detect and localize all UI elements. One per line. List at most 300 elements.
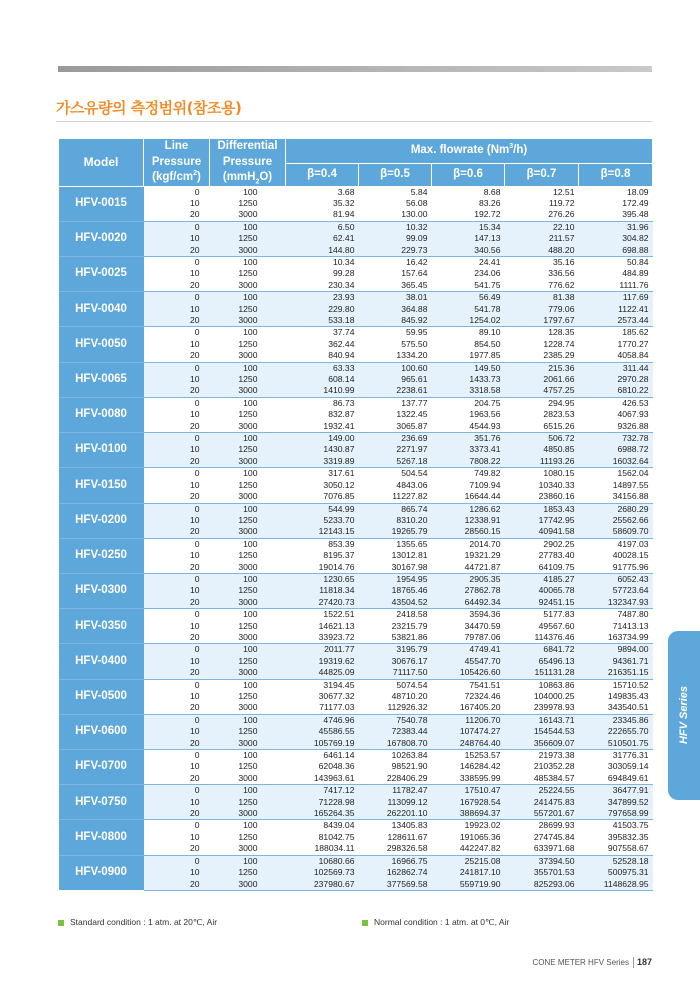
table-row bbox=[59, 750, 653, 762]
flow-beta-0.7-cell: 2061.66 bbox=[505, 374, 579, 385]
table-row bbox=[59, 820, 653, 832]
flow-beta-0.8-cell: 1148628.95 bbox=[579, 879, 653, 891]
flow-beta-0.4-cell: 165264.35 bbox=[286, 808, 359, 820]
line-pressure-cell: 20 bbox=[144, 456, 210, 468]
flow-beta-0.7-cell: 294.95 bbox=[505, 397, 579, 409]
flow-beta-0.5-cell: 1954.95 bbox=[359, 573, 432, 585]
standard-condition-note: Standard condition : 1 atm. at 20℃, Air bbox=[58, 917, 217, 928]
line-pressure-cell: 0 bbox=[144, 820, 210, 832]
flow-beta-0.7-cell: 37394.50 bbox=[505, 855, 579, 867]
line-pressure-cell: 0 bbox=[144, 433, 210, 445]
flow-beta-0.6-cell: 15253.57 bbox=[432, 750, 505, 762]
flow-beta-0.6-cell: 1286.62 bbox=[432, 503, 505, 515]
flow-beta-0.5-cell: 167808.70 bbox=[359, 738, 432, 750]
flow-beta-0.6-cell: 191065.36 bbox=[432, 832, 505, 843]
flow-beta-0.6-cell: 89.10 bbox=[432, 327, 505, 339]
line-pressure-cell: 10 bbox=[144, 832, 210, 843]
diff-pressure-cell: 1250 bbox=[210, 867, 286, 878]
diff-pressure-cell: 100 bbox=[210, 538, 286, 550]
flow-beta-0.4-cell: 143963.61 bbox=[286, 773, 359, 785]
flow-beta-0.7-cell: 28699.93 bbox=[505, 820, 579, 832]
flow-beta-0.5-cell: 228406.29 bbox=[359, 773, 432, 785]
diff-pressure-cell: 3000 bbox=[210, 597, 286, 609]
flow-beta-0.8-cell: 9326.88 bbox=[579, 421, 653, 433]
flow-beta-0.7-cell: 151131.28 bbox=[505, 667, 579, 679]
flow-beta-0.5-cell: 5267.18 bbox=[359, 456, 432, 468]
table-row bbox=[59, 597, 653, 609]
flow-beta-0.4-cell: 6461.14 bbox=[286, 750, 359, 762]
flow-beta-0.6-cell: 28560.15 bbox=[432, 526, 505, 538]
model-name: HFV-0900 bbox=[59, 855, 144, 890]
flow-beta-0.5-cell: 4843.06 bbox=[359, 480, 432, 491]
green-bullet-icon bbox=[362, 920, 368, 926]
top-decorative-bar bbox=[58, 66, 652, 72]
header-beta-0.7: β=0.7 bbox=[505, 163, 579, 186]
flow-beta-0.8-cell: 2573.44 bbox=[579, 315, 653, 327]
flow-beta-0.6-cell: 45547.70 bbox=[432, 656, 505, 667]
flow-beta-0.8-cell: 15710.52 bbox=[579, 679, 653, 691]
line-pressure-cell: 20 bbox=[144, 245, 210, 257]
side-tab-label: HFV Series bbox=[678, 685, 690, 745]
flow-beta-0.5-cell: 10263.84 bbox=[359, 750, 432, 762]
flow-beta-0.5-cell: 18765.46 bbox=[359, 585, 432, 596]
table-row bbox=[59, 480, 653, 491]
diff-pressure-cell: 1250 bbox=[210, 797, 286, 808]
flow-beta-0.8-cell: 1562.04 bbox=[579, 468, 653, 480]
flow-beta-0.7-cell: 2823.53 bbox=[505, 409, 579, 420]
flow-beta-0.5-cell: 298326.58 bbox=[359, 843, 432, 855]
flow-beta-0.6-cell: 3373.41 bbox=[432, 444, 505, 455]
flow-beta-0.4-cell: 832.87 bbox=[286, 409, 359, 420]
diff-pressure-cell: 100 bbox=[210, 503, 286, 515]
table-row bbox=[59, 667, 653, 679]
diff-pressure-cell: 100 bbox=[210, 714, 286, 726]
flow-beta-0.4-cell: 45586.55 bbox=[286, 726, 359, 737]
flow-beta-0.4-cell: 5233.70 bbox=[286, 515, 359, 526]
flow-beta-0.8-cell: 132347.93 bbox=[579, 597, 653, 609]
flow-beta-0.8-cell: 698.88 bbox=[579, 245, 653, 257]
flow-beta-0.5-cell: 262201.10 bbox=[359, 808, 432, 820]
flow-beta-0.4-cell: 7417.12 bbox=[286, 785, 359, 797]
flow-beta-0.8-cell: 31.96 bbox=[579, 221, 653, 233]
flow-beta-0.6-cell: 79787.06 bbox=[432, 632, 505, 644]
flow-beta-0.5-cell: 56.08 bbox=[359, 198, 432, 209]
flow-beta-0.5-cell: 364.88 bbox=[359, 304, 432, 315]
line-pressure-cell: 0 bbox=[144, 750, 210, 762]
table-row bbox=[59, 350, 653, 362]
table-row bbox=[59, 785, 653, 797]
flow-beta-0.8-cell: 694849.61 bbox=[579, 773, 653, 785]
diff-pressure-cell: 1250 bbox=[210, 339, 286, 350]
flow-beta-0.5-cell: 19265.79 bbox=[359, 526, 432, 538]
diff-pressure-cell: 3000 bbox=[210, 843, 286, 855]
diff-pressure-cell: 100 bbox=[210, 256, 286, 268]
flow-beta-0.7-cell: 2902.25 bbox=[505, 538, 579, 550]
flow-beta-0.4-cell: 10.34 bbox=[286, 256, 359, 268]
diff-pressure-cell: 3000 bbox=[210, 773, 286, 785]
model-name: HFV-0015 bbox=[59, 186, 144, 221]
flow-beta-0.7-cell: 49567.60 bbox=[505, 621, 579, 632]
table-row bbox=[59, 444, 653, 455]
flow-beta-0.7-cell: 12.51 bbox=[505, 186, 579, 198]
flow-beta-0.4-cell: 35.32 bbox=[286, 198, 359, 209]
diff-pressure-cell: 3000 bbox=[210, 315, 286, 327]
flow-beta-0.8-cell: 2970.28 bbox=[579, 374, 653, 385]
line-pressure-cell: 20 bbox=[144, 315, 210, 327]
diff-pressure-cell: 3000 bbox=[210, 808, 286, 820]
flow-beta-0.8-cell: 163734.99 bbox=[579, 632, 653, 644]
table-row bbox=[59, 879, 653, 891]
diff-pressure-cell: 3000 bbox=[210, 280, 286, 292]
diff-pressure-cell: 3000 bbox=[210, 421, 286, 433]
flow-beta-0.4-cell: 230.34 bbox=[286, 280, 359, 292]
flow-beta-0.6-cell: 12338.91 bbox=[432, 515, 505, 526]
flow-beta-0.7-cell: 10863.86 bbox=[505, 679, 579, 691]
header-beta-0.5: β=0.5 bbox=[359, 163, 432, 186]
diff-pressure-cell: 3000 bbox=[210, 702, 286, 714]
table-row bbox=[59, 855, 653, 867]
flow-beta-0.4-cell: 33923.72 bbox=[286, 632, 359, 644]
header-beta-0.4: β=0.4 bbox=[286, 163, 359, 186]
flow-beta-0.4-cell: 188034.11 bbox=[286, 843, 359, 855]
diff-pressure-cell: 1250 bbox=[210, 550, 286, 561]
header-model: Model bbox=[59, 139, 144, 187]
flow-beta-0.7-cell: 27783.40 bbox=[505, 550, 579, 561]
line-pressure-cell: 10 bbox=[144, 339, 210, 350]
flow-beta-0.7-cell: 40941.58 bbox=[505, 526, 579, 538]
flow-beta-0.8-cell: 4058.84 bbox=[579, 350, 653, 362]
line-pressure-cell: 0 bbox=[144, 679, 210, 691]
flow-beta-0.7-cell: 779.06 bbox=[505, 304, 579, 315]
flow-beta-0.7-cell: 776.62 bbox=[505, 280, 579, 292]
model-name: HFV-0065 bbox=[59, 362, 144, 397]
flow-beta-0.5-cell: 5074.54 bbox=[359, 679, 432, 691]
line-pressure-cell: 20 bbox=[144, 879, 210, 891]
flow-beta-0.4-cell: 8439.04 bbox=[286, 820, 359, 832]
table-row bbox=[59, 491, 653, 503]
table-row bbox=[59, 843, 653, 855]
flow-beta-0.6-cell: 11206.70 bbox=[432, 714, 505, 726]
line-pressure-cell: 0 bbox=[144, 256, 210, 268]
diff-pressure-cell: 100 bbox=[210, 785, 286, 797]
flow-beta-0.8-cell: 34156.88 bbox=[579, 491, 653, 503]
diff-pressure-cell: 1250 bbox=[210, 761, 286, 772]
flow-beta-0.4-cell: 105769.19 bbox=[286, 738, 359, 750]
diff-pressure-cell: 1250 bbox=[210, 304, 286, 315]
flow-beta-0.8-cell: 52528.18 bbox=[579, 855, 653, 867]
flow-beta-0.8-cell: 6052.43 bbox=[579, 573, 653, 585]
flow-beta-0.7-cell: 6841.72 bbox=[505, 644, 579, 656]
flow-beta-0.8-cell: 1122.41 bbox=[579, 304, 653, 315]
flow-beta-0.6-cell: 146284.42 bbox=[432, 761, 505, 772]
flow-beta-0.6-cell: 167928.54 bbox=[432, 797, 505, 808]
flow-beta-0.4-cell: 10680.66 bbox=[286, 855, 359, 867]
table-row bbox=[59, 304, 653, 315]
table-row bbox=[59, 315, 653, 327]
flow-beta-0.7-cell: 1228.74 bbox=[505, 339, 579, 350]
line-pressure-cell: 10 bbox=[144, 515, 210, 526]
line-pressure-cell: 20 bbox=[144, 491, 210, 503]
flow-beta-0.4-cell: 317.61 bbox=[286, 468, 359, 480]
table-row bbox=[59, 421, 653, 433]
table-row bbox=[59, 702, 653, 714]
flow-beta-0.6-cell: 7808.22 bbox=[432, 456, 505, 468]
flow-beta-0.7-cell: 65496.13 bbox=[505, 656, 579, 667]
table-row bbox=[59, 738, 653, 750]
flow-beta-0.6-cell: 147.13 bbox=[432, 233, 505, 244]
table-row bbox=[59, 233, 653, 244]
flow-beta-0.7-cell: 825293.06 bbox=[505, 879, 579, 891]
table-row bbox=[59, 339, 653, 350]
line-pressure-cell: 0 bbox=[144, 397, 210, 409]
flow-beta-0.6-cell: 56.49 bbox=[432, 292, 505, 304]
flow-beta-0.6-cell: 388694.37 bbox=[432, 808, 505, 820]
table-row bbox=[59, 456, 653, 468]
series-side-tab bbox=[668, 631, 700, 800]
flow-beta-0.5-cell: 1355.65 bbox=[359, 538, 432, 550]
flow-beta-0.6-cell: 19321.29 bbox=[432, 550, 505, 561]
flow-beta-0.5-cell: 1334.20 bbox=[359, 350, 432, 362]
line-pressure-cell: 20 bbox=[144, 421, 210, 433]
line-pressure-cell: 10 bbox=[144, 691, 210, 702]
flow-beta-0.5-cell: 130.00 bbox=[359, 209, 432, 221]
table-row bbox=[59, 409, 653, 420]
model-name: HFV-0020 bbox=[59, 221, 144, 256]
flow-beta-0.7-cell: 81.38 bbox=[505, 292, 579, 304]
line-pressure-cell: 10 bbox=[144, 233, 210, 244]
line-pressure-cell: 10 bbox=[144, 480, 210, 491]
diff-pressure-cell: 1250 bbox=[210, 585, 286, 596]
flow-beta-0.8-cell: 303059.14 bbox=[579, 761, 653, 772]
flow-beta-0.8-cell: 117.69 bbox=[579, 292, 653, 304]
line-pressure-cell: 0 bbox=[144, 714, 210, 726]
flow-beta-0.8-cell: 31776.31 bbox=[579, 750, 653, 762]
flow-beta-0.7-cell: 40065.78 bbox=[505, 585, 579, 596]
flow-beta-0.8-cell: 395832.35 bbox=[579, 832, 653, 843]
flow-beta-0.7-cell: 23860.16 bbox=[505, 491, 579, 503]
table-row bbox=[59, 714, 653, 726]
flow-beta-0.5-cell: 13405.83 bbox=[359, 820, 432, 832]
model-name: HFV-0500 bbox=[59, 679, 144, 714]
flow-beta-0.4-cell: 608.14 bbox=[286, 374, 359, 385]
flow-beta-0.5-cell: 157.64 bbox=[359, 268, 432, 279]
table-row bbox=[59, 397, 653, 409]
flow-beta-0.7-cell: 485384.57 bbox=[505, 773, 579, 785]
diff-pressure-cell: 100 bbox=[210, 292, 286, 304]
table-row bbox=[59, 632, 653, 644]
flow-beta-0.6-cell: 192.72 bbox=[432, 209, 505, 221]
flow-beta-0.4-cell: 7076.85 bbox=[286, 491, 359, 503]
flow-beta-0.8-cell: 907558.67 bbox=[579, 843, 653, 855]
flow-beta-0.8-cell: 500975.31 bbox=[579, 867, 653, 878]
flow-beta-0.5-cell: 99.09 bbox=[359, 233, 432, 244]
flow-beta-0.8-cell: 510501.75 bbox=[579, 738, 653, 750]
table-row bbox=[59, 808, 653, 820]
line-pressure-cell: 10 bbox=[144, 726, 210, 737]
flow-beta-0.8-cell: 797658.99 bbox=[579, 808, 653, 820]
flow-beta-0.6-cell: 541.75 bbox=[432, 280, 505, 292]
flow-beta-0.5-cell: 229.73 bbox=[359, 245, 432, 257]
flow-beta-0.4-cell: 37.74 bbox=[286, 327, 359, 339]
diff-pressure-cell: 3000 bbox=[210, 209, 286, 221]
diff-pressure-cell: 3000 bbox=[210, 385, 286, 397]
flow-beta-0.6-cell: 1433.73 bbox=[432, 374, 505, 385]
flow-beta-0.4-cell: 4746.96 bbox=[286, 714, 359, 726]
flow-beta-0.8-cell: 58609.70 bbox=[579, 526, 653, 538]
flow-beta-0.7-cell: 4757.25 bbox=[505, 385, 579, 397]
flow-beta-0.8-cell: 484.89 bbox=[579, 268, 653, 279]
flow-beta-0.6-cell: 167405.20 bbox=[432, 702, 505, 714]
flow-beta-0.6-cell: 3594.36 bbox=[432, 609, 505, 621]
model-name: HFV-0300 bbox=[59, 573, 144, 608]
flow-beta-0.4-cell: 30677.32 bbox=[286, 691, 359, 702]
flow-beta-0.4-cell: 1522.51 bbox=[286, 609, 359, 621]
flow-beta-0.7-cell: 1797.67 bbox=[505, 315, 579, 327]
table-row bbox=[59, 797, 653, 808]
table-row bbox=[59, 573, 653, 585]
diff-pressure-cell: 1250 bbox=[210, 621, 286, 632]
flow-beta-0.5-cell: 2238.61 bbox=[359, 385, 432, 397]
header-beta-0.6: β=0.6 bbox=[432, 163, 505, 186]
flow-beta-0.7-cell: 4850.85 bbox=[505, 444, 579, 455]
diff-pressure-cell: 1250 bbox=[210, 480, 286, 491]
diff-pressure-cell: 100 bbox=[210, 679, 286, 691]
flow-beta-0.7-cell: 16143.71 bbox=[505, 714, 579, 726]
flow-beta-0.5-cell: 865.74 bbox=[359, 503, 432, 515]
flow-beta-0.6-cell: 1254.02 bbox=[432, 315, 505, 327]
diff-pressure-cell: 3000 bbox=[210, 491, 286, 503]
diff-pressure-cell: 1250 bbox=[210, 409, 286, 420]
diff-pressure-cell: 3000 bbox=[210, 562, 286, 574]
model-name: HFV-0080 bbox=[59, 397, 144, 432]
flow-beta-0.8-cell: 41503.75 bbox=[579, 820, 653, 832]
footer-title: CONE METER HFV Series bbox=[532, 958, 629, 967]
flow-beta-0.7-cell: 119.72 bbox=[505, 198, 579, 209]
flow-beta-0.7-cell: 274745.84 bbox=[505, 832, 579, 843]
flow-beta-0.4-cell: 86.73 bbox=[286, 397, 359, 409]
header-line-pressure: Line Pressure $(kgf/cm^2)$ bbox=[144, 139, 210, 187]
model-name: HFV-0750 bbox=[59, 785, 144, 820]
flow-beta-0.7-cell: 1080.15 bbox=[505, 468, 579, 480]
flow-beta-0.7-cell: 557201.67 bbox=[505, 808, 579, 820]
flow-beta-0.5-cell: 137.77 bbox=[359, 397, 432, 409]
flow-beta-0.8-cell: 23345.86 bbox=[579, 714, 653, 726]
diff-pressure-cell: 3000 bbox=[210, 245, 286, 257]
line-pressure-cell: 20 bbox=[144, 632, 210, 644]
diff-pressure-cell: 1250 bbox=[210, 656, 286, 667]
line-pressure-cell: 0 bbox=[144, 327, 210, 339]
flow-beta-0.5-cell: 377569.58 bbox=[359, 879, 432, 891]
flow-beta-0.5-cell: 3065.87 bbox=[359, 421, 432, 433]
flow-beta-0.6-cell: 44721.87 bbox=[432, 562, 505, 574]
flow-beta-0.6-cell: 204.75 bbox=[432, 397, 505, 409]
flow-beta-0.7-cell: 154544.53 bbox=[505, 726, 579, 737]
flow-beta-0.5-cell: 162862.74 bbox=[359, 867, 432, 878]
diff-pressure-cell: 100 bbox=[210, 573, 286, 585]
table-row bbox=[59, 644, 653, 656]
flow-beta-0.7-cell: 10340.33 bbox=[505, 480, 579, 491]
model-name: HFV-0250 bbox=[59, 538, 144, 573]
flow-beta-0.7-cell: 22.10 bbox=[505, 221, 579, 233]
flow-beta-0.6-cell: 34470.59 bbox=[432, 621, 505, 632]
flow-beta-0.8-cell: 185.62 bbox=[579, 327, 653, 339]
flow-beta-0.8-cell: 1111.76 bbox=[579, 280, 653, 292]
flow-beta-0.7-cell: 4185.27 bbox=[505, 573, 579, 585]
diff-pressure-cell: 1250 bbox=[210, 198, 286, 209]
line-pressure-cell: 0 bbox=[144, 292, 210, 304]
flow-beta-0.8-cell: 395.48 bbox=[579, 209, 653, 221]
flow-beta-0.7-cell: 92451.15 bbox=[505, 597, 579, 609]
flow-beta-0.5-cell: 10.32 bbox=[359, 221, 432, 233]
line-pressure-cell: 10 bbox=[144, 409, 210, 420]
diff-pressure-cell: 3000 bbox=[210, 879, 286, 891]
diff-pressure-cell: 1250 bbox=[210, 726, 286, 737]
flow-beta-0.5-cell: 98521.90 bbox=[359, 761, 432, 772]
flow-beta-0.6-cell: 1977.85 bbox=[432, 350, 505, 362]
flow-beta-0.7-cell: 356609.07 bbox=[505, 738, 579, 750]
diff-pressure-cell: 1250 bbox=[210, 374, 286, 385]
flow-beta-0.7-cell: 17742.95 bbox=[505, 515, 579, 526]
flow-beta-0.4-cell: 144.80 bbox=[286, 245, 359, 257]
flow-beta-0.7-cell: 128.35 bbox=[505, 327, 579, 339]
flow-beta-0.8-cell: 4067.93 bbox=[579, 409, 653, 420]
table-row bbox=[59, 374, 653, 385]
header-max-flowrate: Max. flowrate (Nm$^3$/h) bbox=[286, 139, 653, 164]
table-row bbox=[59, 526, 653, 538]
flow-beta-0.4-cell: 544.99 bbox=[286, 503, 359, 515]
flow-beta-0.7-cell: 2385.29 bbox=[505, 350, 579, 362]
flow-beta-0.6-cell: 7541.51 bbox=[432, 679, 505, 691]
line-pressure-cell: 20 bbox=[144, 738, 210, 750]
flow-beta-0.4-cell: 44825.09 bbox=[286, 667, 359, 679]
flow-beta-0.4-cell: 1230.65 bbox=[286, 573, 359, 585]
diff-pressure-cell: 1250 bbox=[210, 444, 286, 455]
flow-beta-0.4-cell: 1932.41 bbox=[286, 421, 359, 433]
flow-beta-0.6-cell: 749.82 bbox=[432, 468, 505, 480]
flow-beta-0.7-cell: 11193.26 bbox=[505, 456, 579, 468]
model-name: HFV-0800 bbox=[59, 820, 144, 855]
line-pressure-cell: 0 bbox=[144, 362, 210, 374]
flow-beta-0.5-cell: 72383.44 bbox=[359, 726, 432, 737]
flow-beta-0.6-cell: 351.76 bbox=[432, 433, 505, 445]
flow-beta-0.4-cell: 3319.89 bbox=[286, 456, 359, 468]
diff-pressure-cell: 3000 bbox=[210, 667, 286, 679]
flow-beta-0.5-cell: 23215.79 bbox=[359, 621, 432, 632]
flow-beta-0.6-cell: 4749.41 bbox=[432, 644, 505, 656]
flow-beta-0.5-cell: 575.50 bbox=[359, 339, 432, 350]
flow-beta-0.7-cell: 239978.93 bbox=[505, 702, 579, 714]
table-row bbox=[59, 433, 653, 445]
flow-beta-0.7-cell: 210352.28 bbox=[505, 761, 579, 772]
flow-beta-0.7-cell: 633971.68 bbox=[505, 843, 579, 855]
table-row bbox=[59, 245, 653, 257]
flow-beta-0.8-cell: 16032.64 bbox=[579, 456, 653, 468]
flow-beta-0.5-cell: 11227.82 bbox=[359, 491, 432, 503]
flow-beta-0.6-cell: 105426.60 bbox=[432, 667, 505, 679]
flow-beta-0.7-cell: 488.20 bbox=[505, 245, 579, 257]
diff-pressure-cell: 100 bbox=[210, 609, 286, 621]
flow-beta-0.8-cell: 71413.13 bbox=[579, 621, 653, 632]
flow-beta-0.8-cell: 7487.80 bbox=[579, 609, 653, 621]
flow-beta-0.6-cell: 107474.27 bbox=[432, 726, 505, 737]
flow-beta-0.8-cell: 172.49 bbox=[579, 198, 653, 209]
flow-beta-0.4-cell: 63.33 bbox=[286, 362, 359, 374]
flow-beta-0.5-cell: 845.92 bbox=[359, 315, 432, 327]
line-pressure-cell: 10 bbox=[144, 797, 210, 808]
table-row bbox=[59, 691, 653, 702]
table-row bbox=[59, 832, 653, 843]
table-row bbox=[59, 198, 653, 209]
